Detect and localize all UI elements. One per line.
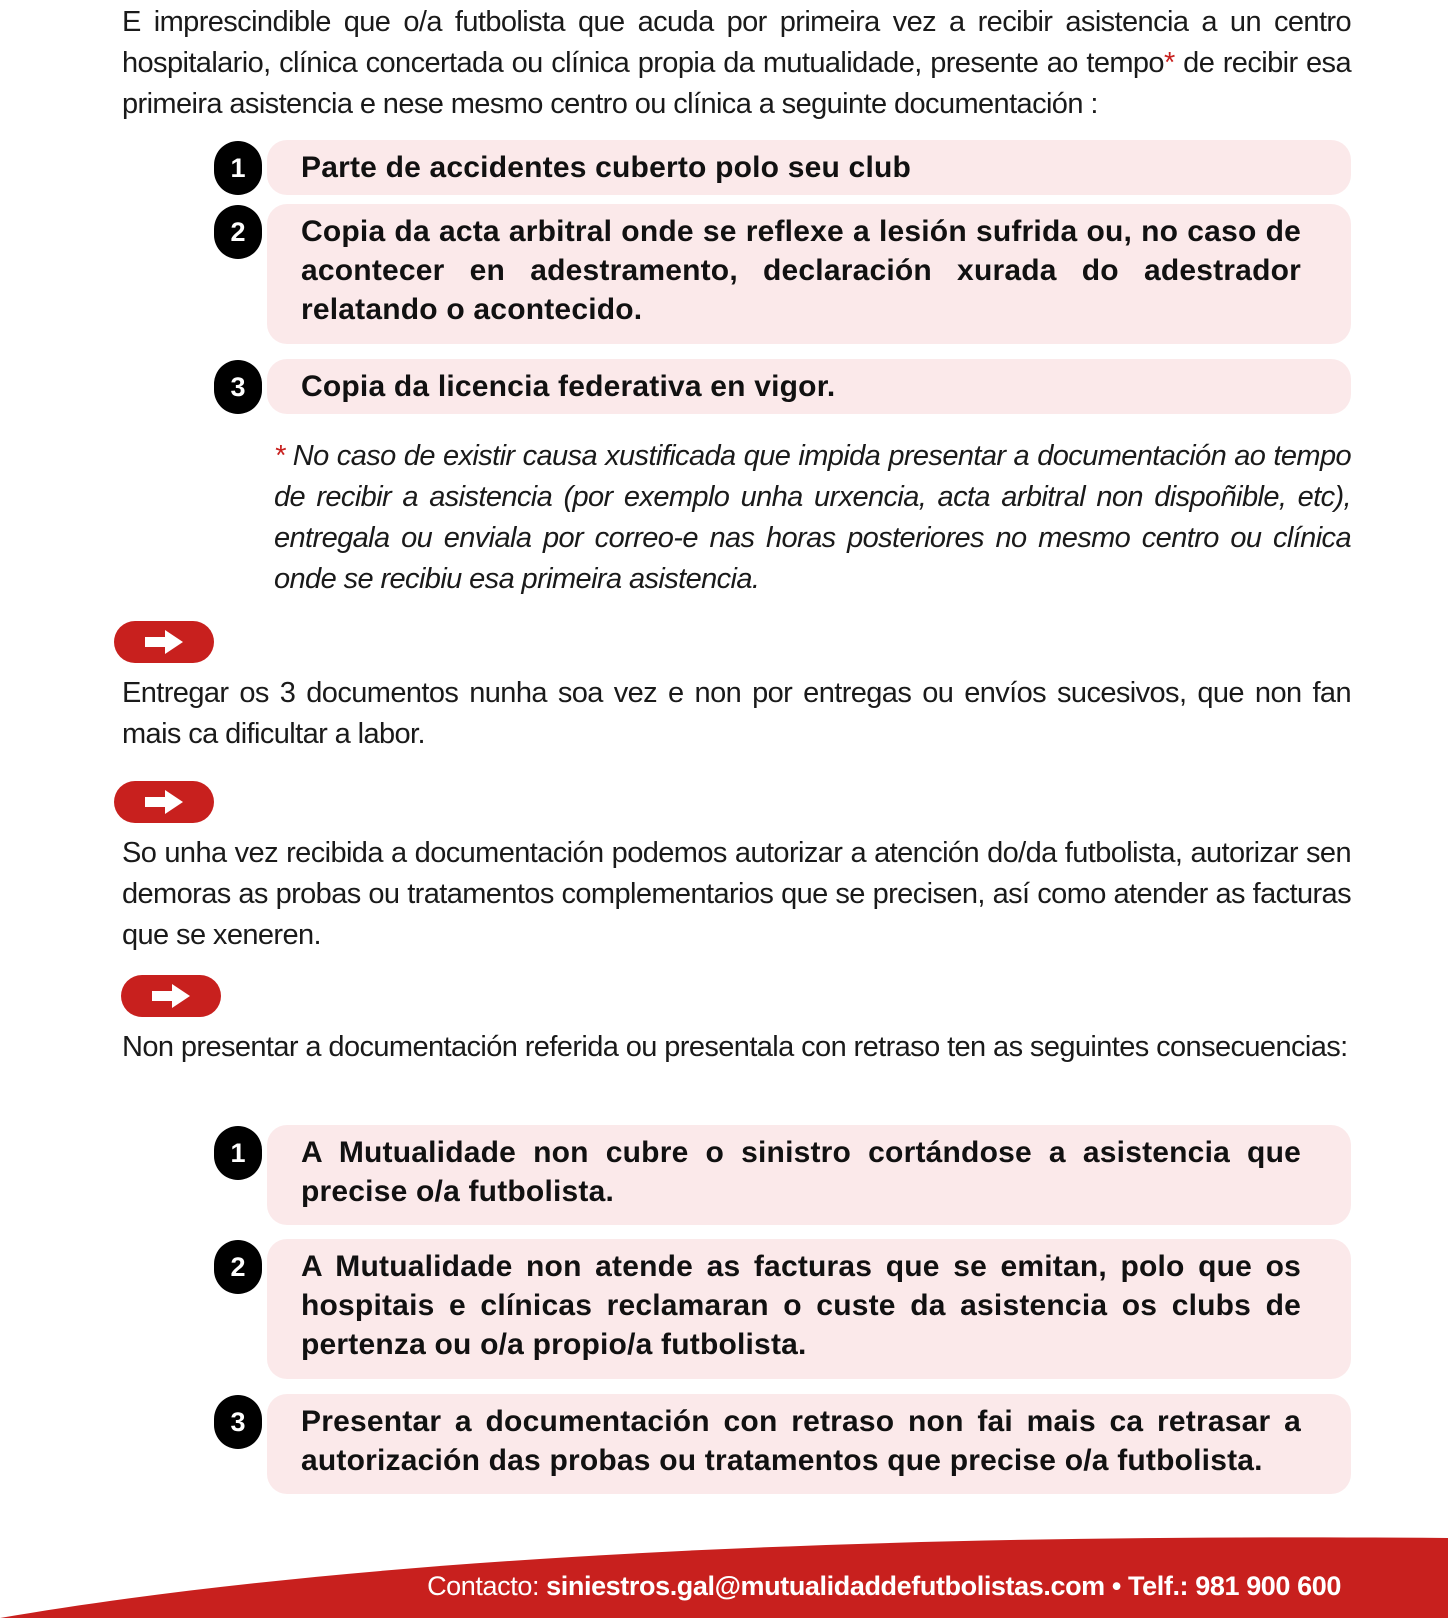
- document-item-2: Copia da acta arbitral onde se reflexe a lesión sufrida ou, no caso de acontecer en adestramento, declaración xurada do adestrador relatando o acontecido.: [267, 204, 1351, 344]
- consequence-item-3: Presentar a documentación con retraso non fai mais ca retrasar a autorización das probas ou tratamentos que precise o/a futbolista.: [267, 1394, 1351, 1494]
- footer-phone: Telf.: 981 900 600: [1128, 1571, 1341, 1601]
- footnote: [274, 436, 1351, 600]
- document-number-badge-2: 2: [214, 205, 262, 259]
- footer-separator: •: [1104, 1571, 1129, 1601]
- footnote-text: No caso de existir causa xustificada que impida presentar a documentación ao tempo de recibir a asistencia (por exemplo unha urxencia, acta arbitral non dispoñible, etc), entregala ou enviala por correo-e nas horas posteriores no mesmo centro ou clínica onde se recibiu esa primeira asistencia.: [274, 440, 1351, 595]
- intro-text-before: E imprescindible que o/a futbolista que acuda por primeira vez a recibir asistencia a un centro hospitalario, clínica concertada ou clínica propia da mutualidade, presente ao tempo: [122, 6, 1351, 79]
- point-paragraph-2: So unha vez recibida a documentación podemos autorizar a atención do/da futbolista, autorizar sen demoras as probas ou tratamentos complementarios que se precisen, así como atender as facturas que se xeneren.: [122, 837, 1351, 951]
- document-number-badge-1: 1: [214, 141, 262, 195]
- intro-paragraph: [122, 2, 1351, 125]
- document-number-badge-3: 3: [214, 360, 262, 414]
- arrow-bullet-2: [114, 781, 214, 823]
- intro-asterisk: *: [1163, 47, 1175, 79]
- consequence-item-1: A Mutualidade non cubre o sinistro cortándose a asistencia que precise o/a futbolista.: [267, 1125, 1351, 1225]
- footnote-asterisk: *: [274, 440, 285, 472]
- arrow-bullet-1: [114, 621, 214, 663]
- footer-email-link[interactable]: siniestros.gal@mutualidaddefutbolistas.com: [546, 1571, 1105, 1601]
- document-item-3: Copia da licencia federativa en vigor.: [267, 359, 1351, 414]
- arrow-right-icon: [150, 983, 192, 1009]
- point-paragraph-3: Non presentar a documentación referida ou presentala con retraso ten as seguintes consecuencias:: [122, 1031, 1348, 1063]
- arrow-right-icon: [143, 789, 185, 815]
- document-item-1: Parte de accidentes cuberto polo seu club: [267, 140, 1351, 195]
- footer-contact-label: Contacto:: [427, 1571, 547, 1601]
- consequence-number-badge-2: 2: [214, 1240, 262, 1294]
- intro-text-after: de recibir esa primeira asistencia e nese mesmo centro ou clínica a seguinte documentación :: [122, 47, 1351, 120]
- consequence-item-2: A Mutualidade non atende as facturas que se emitan, polo que os hospitais e clínicas reclamaran o custe da asistencia os clubs de pertenza ou o/a propio/a futbolista.: [267, 1239, 1351, 1379]
- footer-contact: [427, 1566, 1341, 1606]
- arrow-right-icon: [143, 629, 185, 655]
- consequence-number-badge-1: 1: [214, 1126, 262, 1180]
- point-paragraph-1: Entregar os 3 documentos nunha soa vez e non por entregas ou envíos sucesivos, que non fan mais ca dificultar a labor.: [122, 677, 1351, 750]
- arrow-bullet-3: [121, 975, 221, 1017]
- consequence-number-badge-3: 3: [214, 1395, 262, 1449]
